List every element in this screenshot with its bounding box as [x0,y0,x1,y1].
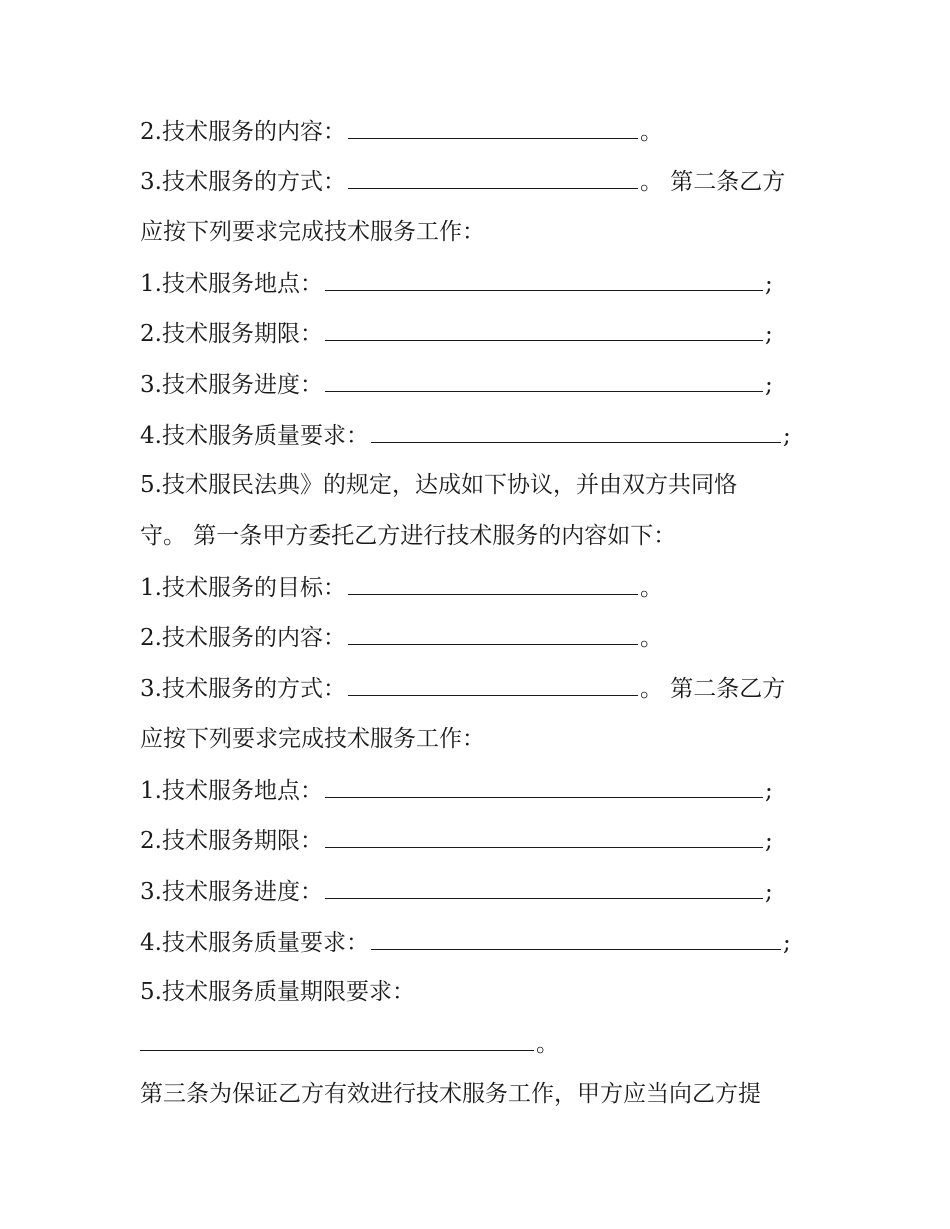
contract-line [140,268,773,299]
contract-line [140,318,773,349]
line-end-punct: ; [764,321,773,347]
field-label: 3.技术服务进度： [140,879,323,905]
fill-blank[interactable] [348,673,638,696]
contract-line [140,420,791,451]
contract-line: 守。 第一条甲方委托乙方进行技术服务的内容如下： [140,523,677,549]
contract-line: 5.技术服民法典》的规定，达成如下协议，并由双方共同恪 [140,472,737,498]
line-end-punct: 。 [639,119,663,145]
line-end-punct: 。 [639,625,663,651]
fill-blank[interactable] [325,876,763,899]
line-tail-text: 第二条乙方 [662,169,786,195]
line-end-punct: ; [764,828,773,854]
fill-blank[interactable] [325,318,763,341]
contract-line [140,622,663,653]
fill-blank[interactable] [140,1028,534,1051]
fill-blank[interactable] [371,927,781,950]
contract-line [140,1028,559,1059]
field-label: 1.技术服务的目标： [140,575,346,601]
field-label: 1.技术服务地点： [140,271,323,297]
field-label: 3.技术服务的方式： [140,676,346,702]
fill-blank[interactable] [325,268,763,291]
contract-line: 第三条为保证乙方有效进行技术服务工作，甲方应当向乙方提 [140,1081,761,1107]
field-label: 4.技术服务质量要求： [140,930,369,956]
field-label: 4.技术服务质量要求： [140,423,369,449]
fill-blank[interactable] [325,825,763,848]
line-end-punct: 。 [639,575,663,601]
line-end-punct: ; [764,372,773,398]
line-end-punct: ; [764,271,773,297]
field-label: 2.技术服务期限： [140,828,323,854]
line-end-punct: ; [782,930,791,956]
fill-blank[interactable] [348,622,638,645]
contract-line [140,775,773,806]
line-end-punct: ; [782,423,791,449]
fill-blank[interactable] [348,116,638,139]
contract-line [140,166,785,197]
field-label: 2.技术服务的内容： [140,119,346,145]
field-label: 2.技术服务期限： [140,321,323,347]
fill-blank[interactable] [325,369,763,392]
fill-blank[interactable] [348,166,638,189]
fill-blank[interactable] [348,572,638,595]
line-end-punct: ; [764,879,773,905]
contract-line: 应按下列要求完成技术服务工作： [140,726,485,752]
contract-line [140,369,773,400]
line-end-punct: 。 [536,1031,559,1057]
line-tail-text: 第二条乙方 [662,676,786,702]
fill-blank[interactable] [325,775,763,798]
field-label: 3.技术服务进度： [140,372,323,398]
contract-line: 应按下列要求完成技术服务工作： [140,219,485,245]
contract-line: 5.技术服务质量期限要求： [140,979,415,1005]
field-label: 2.技术服务的内容： [140,625,346,651]
contract-line [140,876,773,907]
contract-line [140,673,785,704]
contract-line [140,572,663,603]
line-end-punct: ; [764,778,773,804]
field-label: 3.技术服务的方式： [140,169,346,195]
contract-line [140,825,773,856]
line-end-punct: 。 [639,676,663,702]
line-end-punct: 。 [639,169,663,195]
contract-line [140,927,791,958]
field-label: 1.技术服务地点： [140,778,323,804]
contract-line [140,116,663,147]
fill-blank[interactable] [371,420,781,443]
